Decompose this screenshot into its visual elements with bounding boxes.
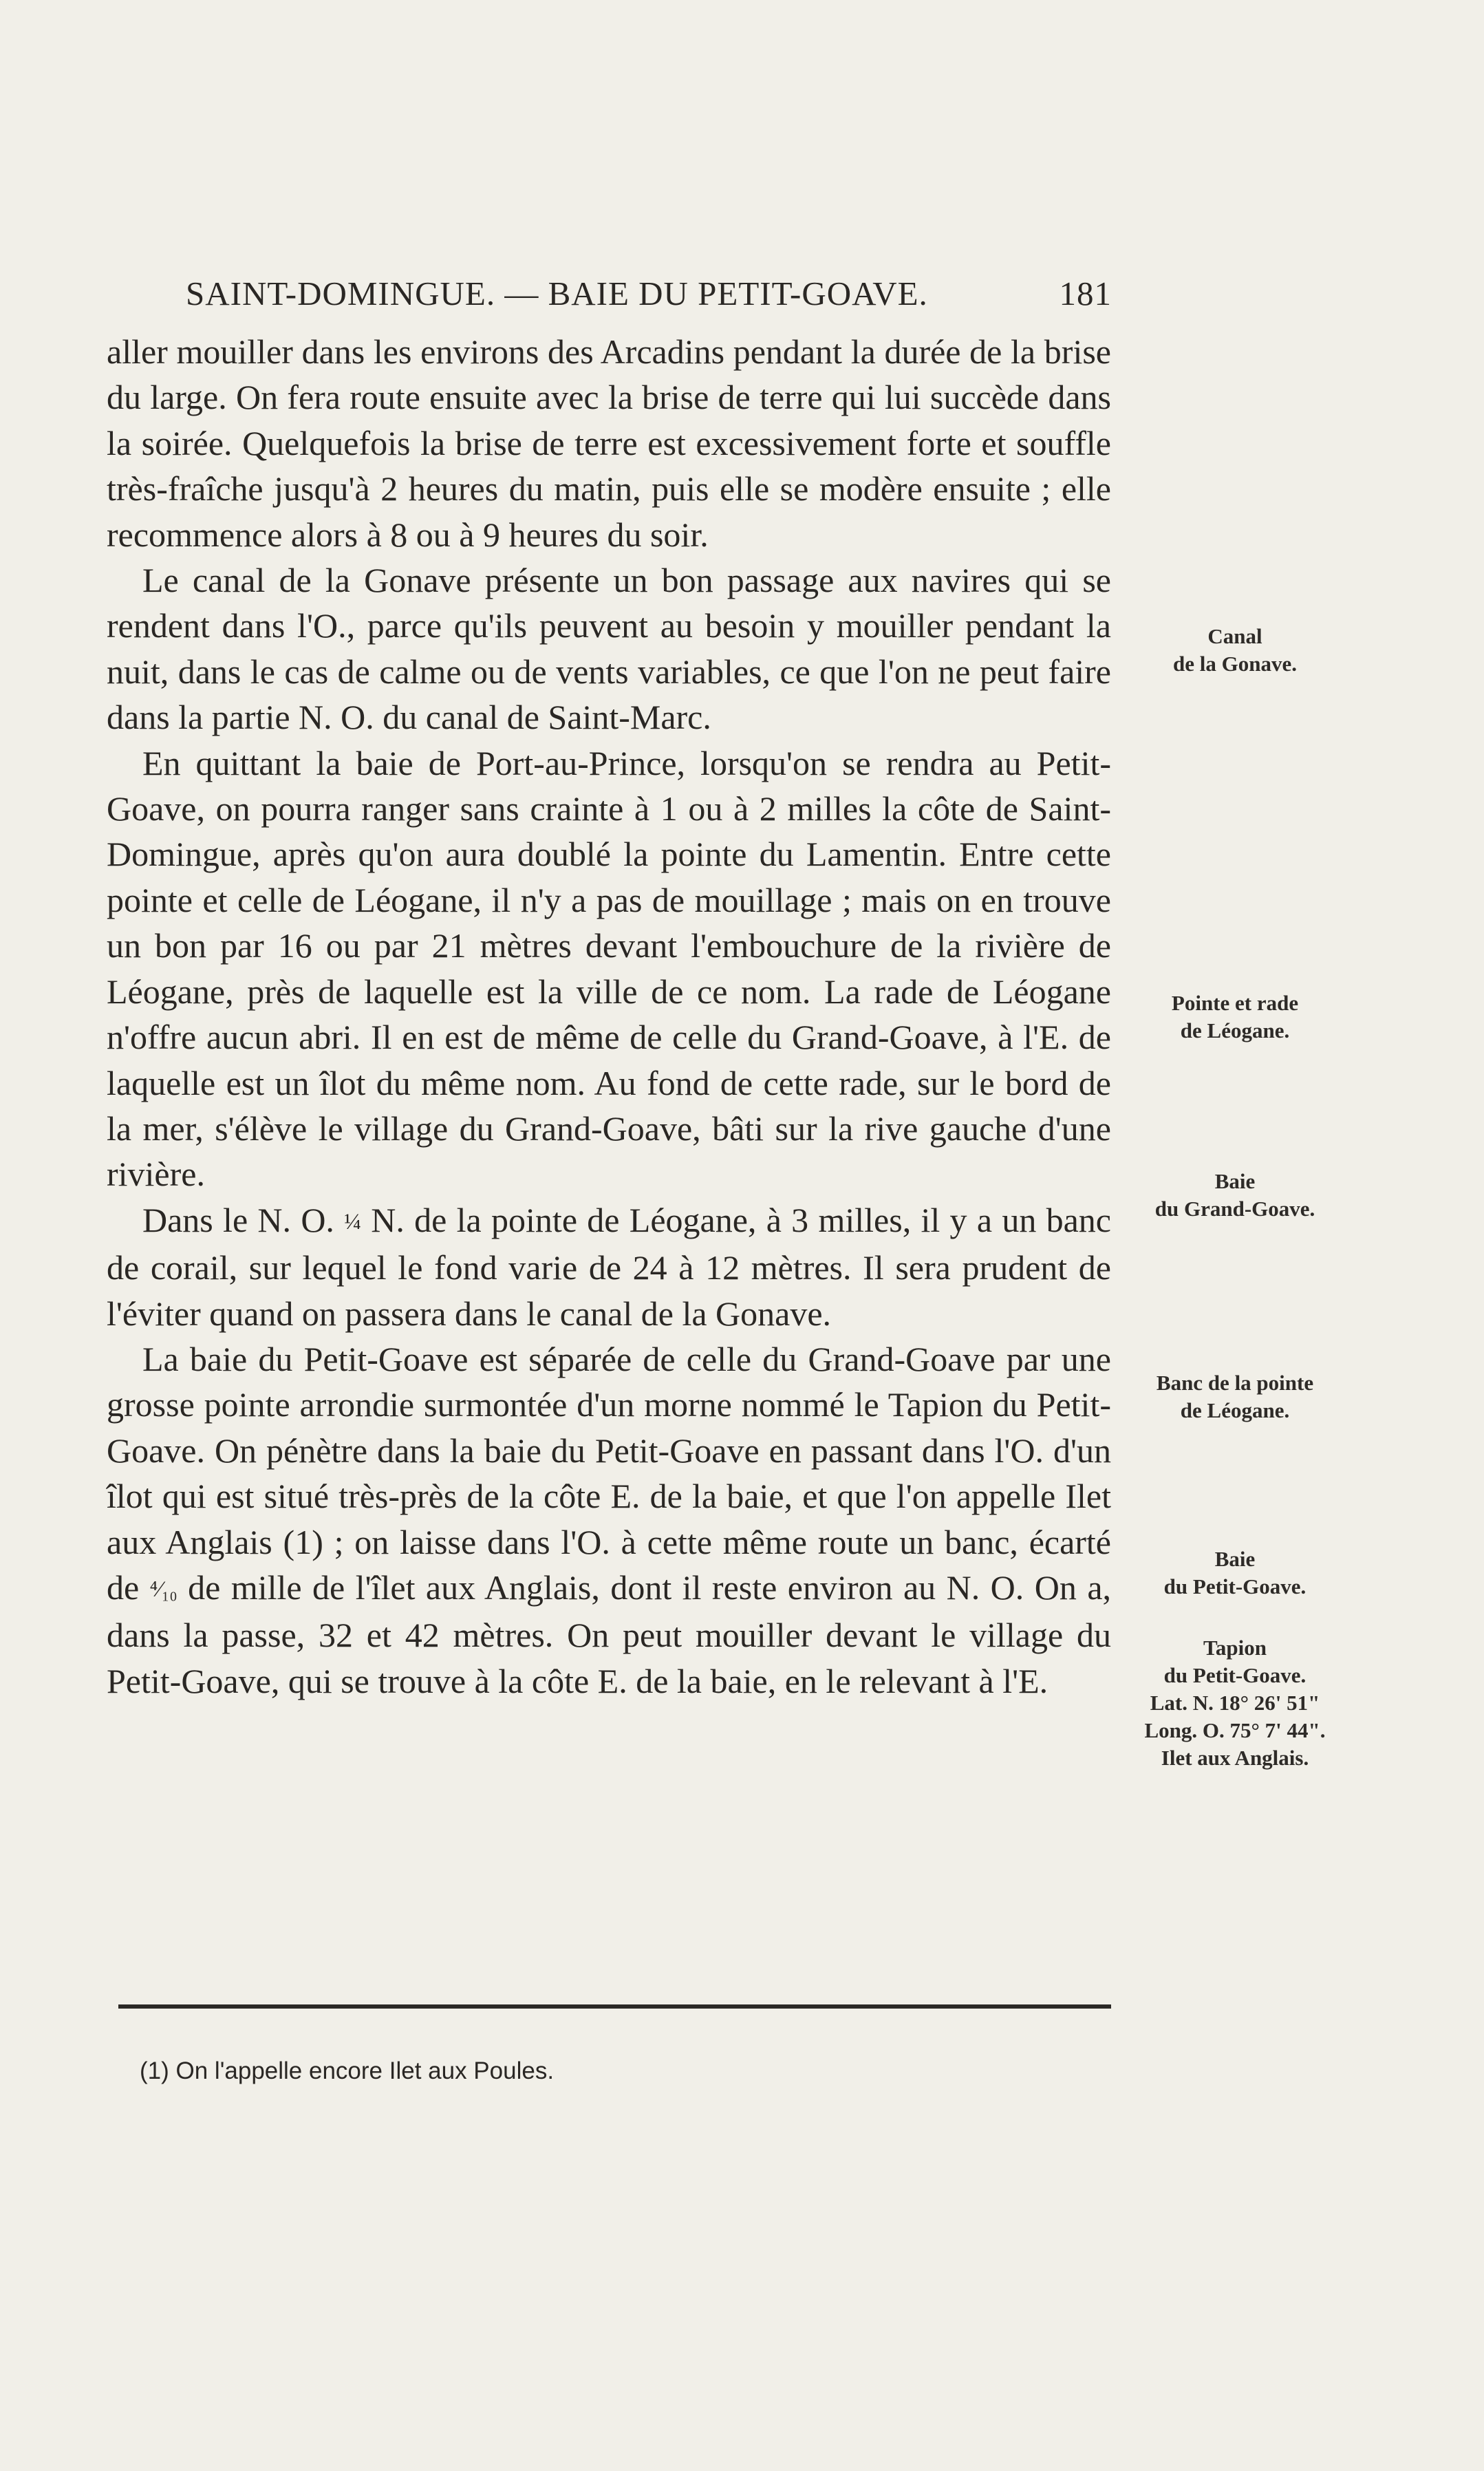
margin-note-canal-gonave xyxy=(1121,623,1348,678)
paragraph-text: Le canal de la Gonave présente un bon passage aux navires qui se rendent dans l'O., parce qu'ils peuvent au besoin y mouiller pendant la nuit, dans le cas de calme ou de vents variables, ce que l'on ne peut faire dans la partie N. O. du canal de Saint-Marc. xyxy=(107,561,1111,737)
margin-note-line: de Léogane. xyxy=(1180,1018,1290,1042)
margin-note-baie-grand-goave xyxy=(1121,1168,1348,1223)
fraction-four-tenths: ⁴⁄₁₀ xyxy=(149,1576,178,1602)
margin-note-line: Canal xyxy=(1207,624,1262,648)
footnote-separator xyxy=(118,2004,1111,2009)
margin-note-line: Banc de la pointe xyxy=(1156,1371,1314,1395)
margin-note-line: du Petit-Goave. xyxy=(1163,1663,1306,1687)
margin-note-line: Baie xyxy=(1214,1169,1256,1193)
page-header xyxy=(186,270,1112,318)
paragraph-text-after: de mille de l'îlet aux Anglais, dont il reste environ au N. O. On a, dans la passe, 32 et 42 mètres. On peut mouiller devant le village du Petit-Goave, qui se trouve à la côte E. de la baie, en le relevant à l'E. xyxy=(107,1568,1112,1700)
running-title: SAINT-DOMINGUE. — BAIE DU PETIT-GOAVE. xyxy=(186,275,928,312)
paragraph-text-after: N. de la pointe de Léogane, à 3 milles, il y a un banc de corail, sur lequel le fond varie de 24 à 12 mètres. Il sera prudent de l'éviter quand on passera dans le canal de la Gonave. xyxy=(107,1200,1112,1333)
fraction-quarter: ¼ xyxy=(344,1209,361,1234)
paragraph-text: En quittant la baie de Port-au-Prince, lorsqu'on se rendra au Petit-Goave, on pourra ranger sans crainte à 1 ou à 2 milles la côte de Saint-Domingue, après qu'on aura doublé la pointe du Lamentin. Entre cette pointe et celle de Léogane, il n'y a pas de mouillage ; mais on en trouve un bon par 16 ou par 21 mètres devant l'embouchure de la rivière de Léogane, près de laquelle est la ville de ce nom. La rade de Léogane n'offre aucun abri. Il en est de même de celle du Grand-Goave, à l'E. de laquelle est un îlot du même nom. Au fond de cette rade, sur le bord de la mer, s'élève le village du Grand-Goave, bâti sur la rive gauche d'une rivière. xyxy=(107,743,1111,1194)
margin-note-line: de la Gonave. xyxy=(1173,652,1297,676)
footnote-marker: (1) xyxy=(140,2057,169,2084)
margin-note-tapion xyxy=(1121,1634,1348,1772)
paragraph-text-before: La baie du Petit-Goave est séparée de celle du Grand-Goave par une grosse pointe arrondie surmontée d'un morne nommé le Tapion du Petit-Goave. On pénètre dans la baie du Petit-Goave en passant dans l'O. d'un îlot qui est situé très-près de la côte E. de la baie, et que l'on appelle Ilet aux Anglais (1) ; on laisse dans l'O. à cette même route un banc, écarté de xyxy=(107,1339,1111,1607)
paragraph-3 xyxy=(107,740,1111,1197)
paragraph-text-before: Dans le N. O. xyxy=(142,1200,334,1239)
footnote xyxy=(140,2054,554,2088)
margin-note-baie-petit-goave xyxy=(1121,1545,1348,1601)
margin-note-line: Tapion xyxy=(1203,1636,1267,1660)
margin-note-line: Baie xyxy=(1214,1547,1256,1571)
paragraph-text: aller mouiller dans les environs des Arcadins pendant la durée de la brise du large. On fera route ensuite avec la brise de terre qui lui succède dans la soirée. Quelquefois la brise de terre est excessivement forte et souffle très-fraîche jusqu'à 2 heures du matin, puis elle se modère ensuite ; elle recommence alors à 8 ou à 9 heures du soir. xyxy=(107,332,1111,554)
paragraph-4 xyxy=(107,1197,1111,1336)
margin-note-line: Ilet aux Anglais. xyxy=(1161,1746,1309,1770)
body-text xyxy=(107,329,1111,1704)
page-number: 181 xyxy=(1059,275,1112,312)
margin-note-banc-leogane xyxy=(1121,1369,1348,1424)
margin-note-line: du Grand-Goave. xyxy=(1154,1197,1315,1221)
margin-note-line: Pointe et rade xyxy=(1171,991,1299,1015)
margin-note-pointe-leogane xyxy=(1121,990,1348,1045)
margin-note-latitude: Lat. N. 18° 26' 51" xyxy=(1150,1691,1320,1715)
margin-note-line: du Petit-Goave. xyxy=(1163,1574,1306,1598)
footnote-text: On l'appelle encore Ilet aux Poules. xyxy=(175,2057,555,2084)
paragraph-1-continued xyxy=(107,329,1111,557)
margin-note-longitude: Long. O. 75° 7' 44". xyxy=(1144,1718,1326,1742)
paragraph-2 xyxy=(107,557,1111,740)
paragraph-5 xyxy=(107,1336,1111,1704)
margin-note-line: de Léogane. xyxy=(1180,1398,1290,1422)
